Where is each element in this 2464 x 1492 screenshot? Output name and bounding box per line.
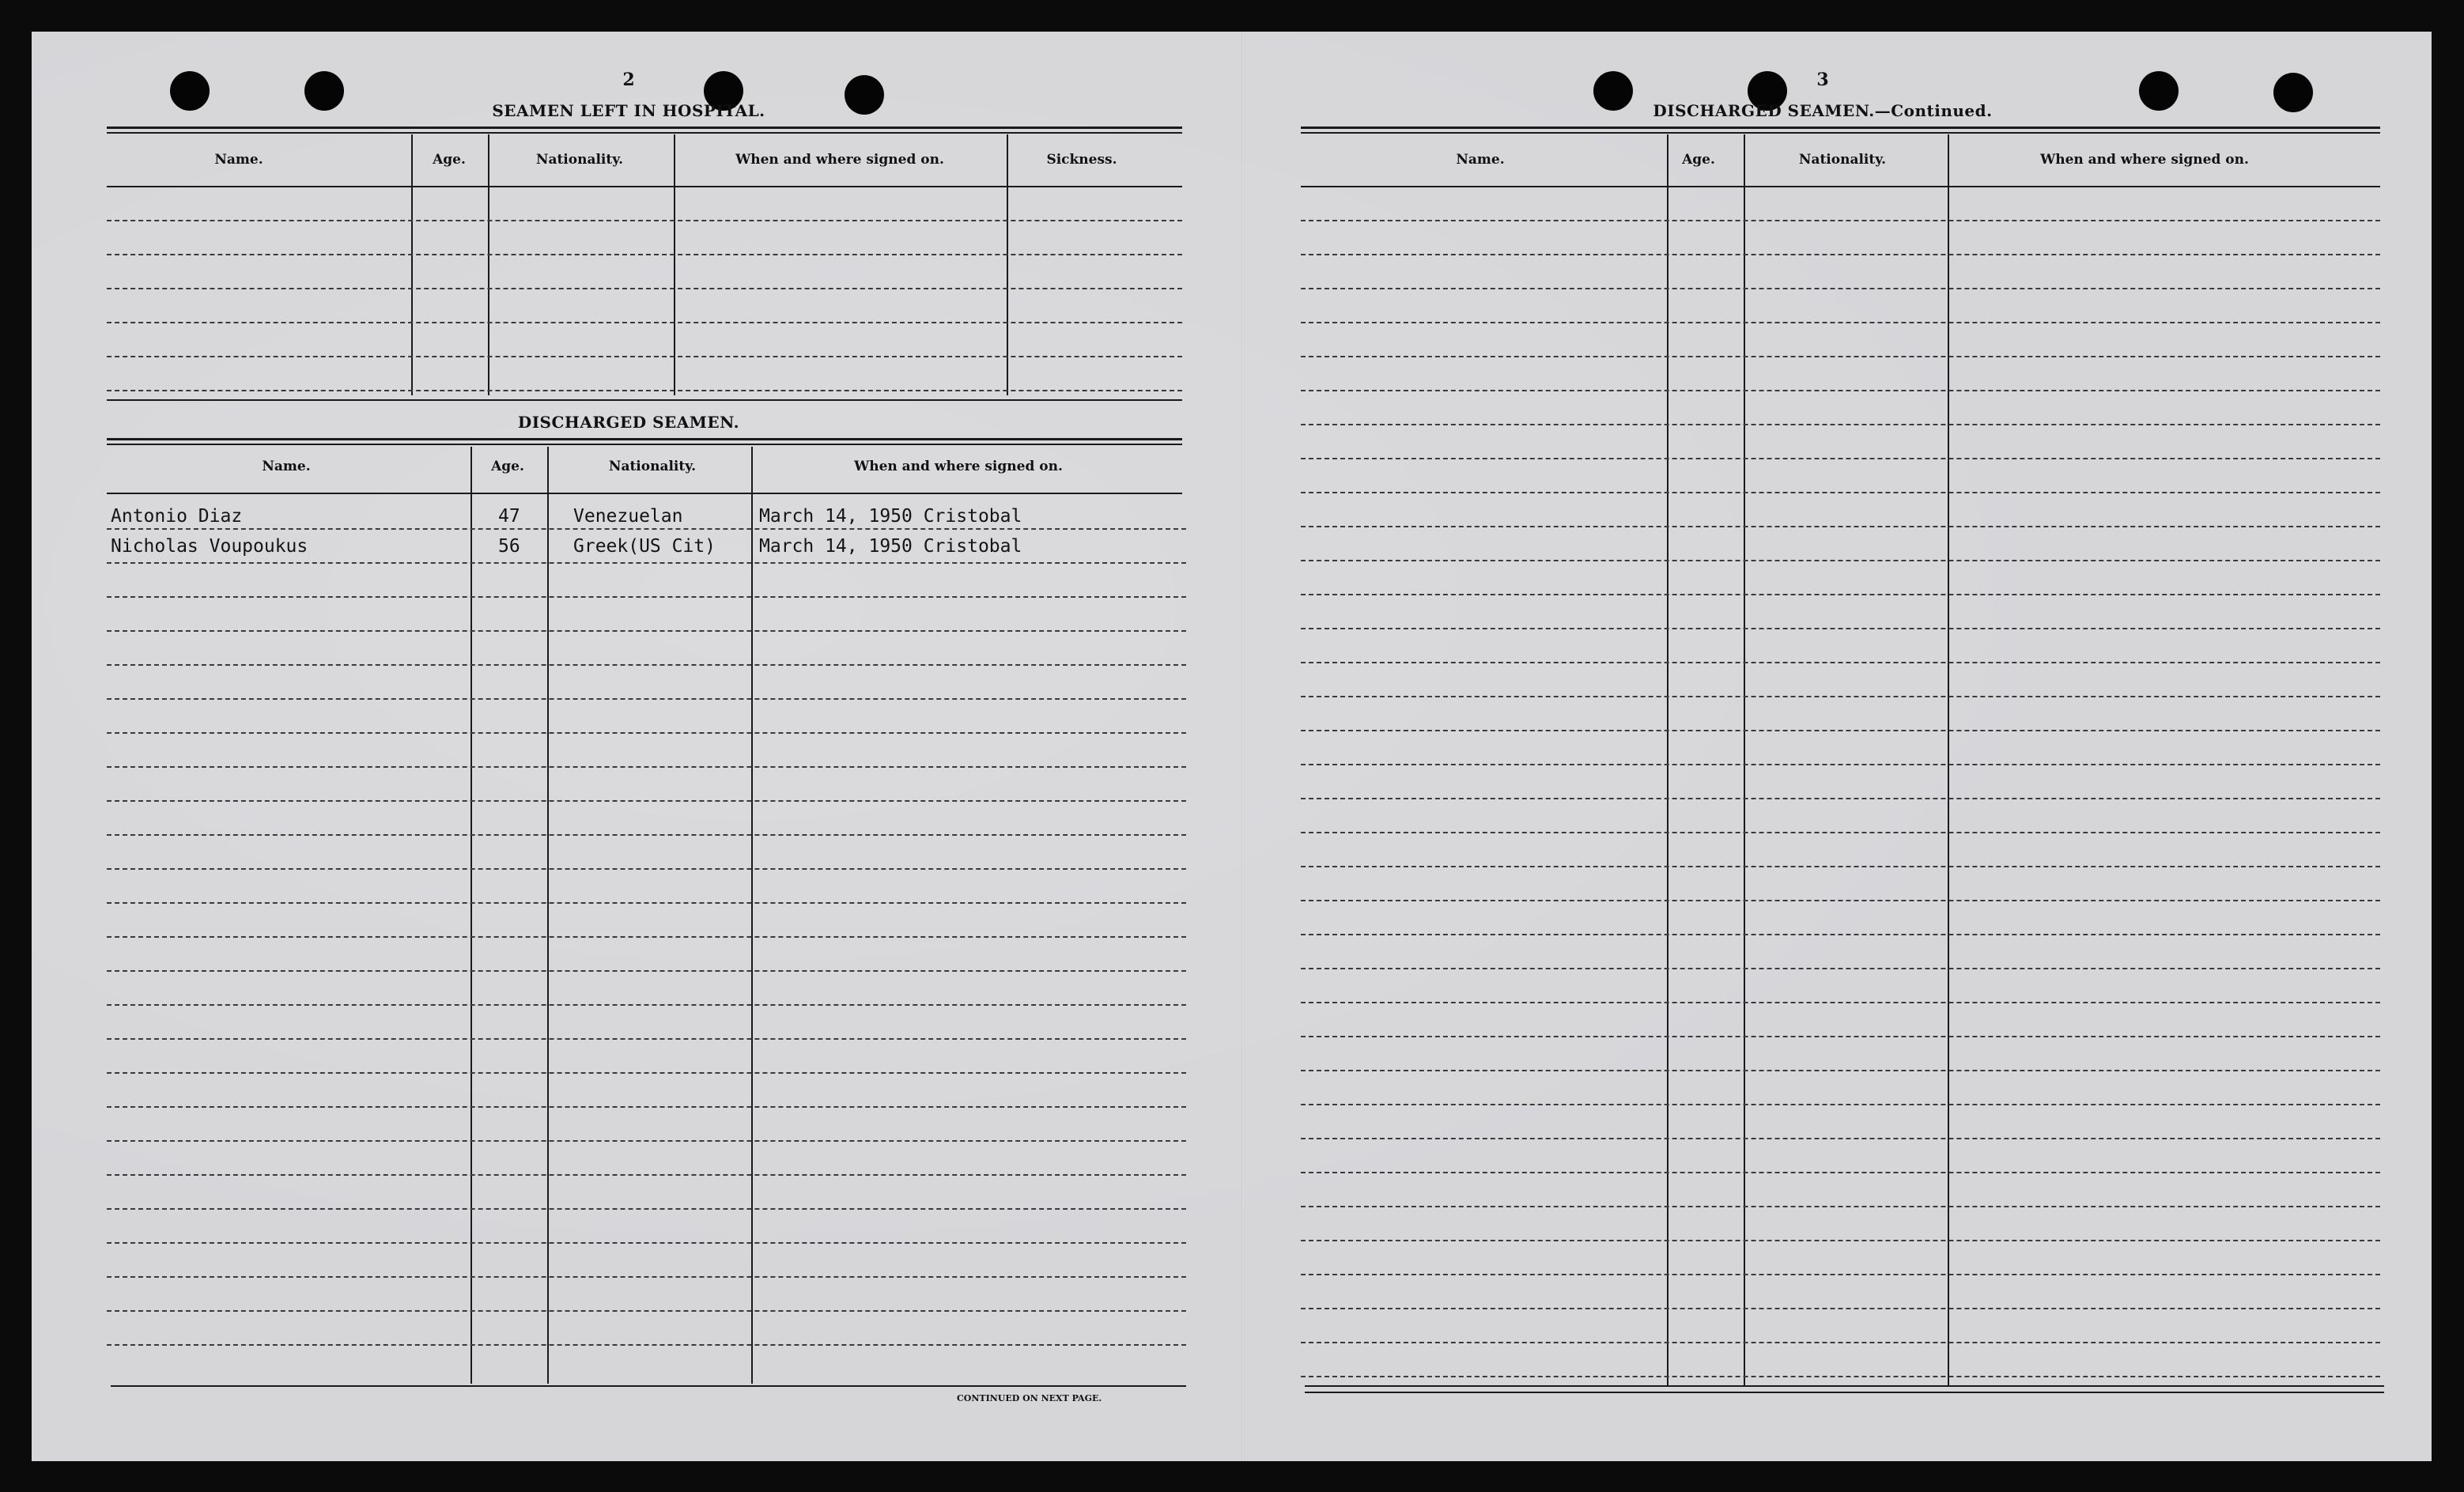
ruled-line xyxy=(1301,1002,2380,1003)
ruled-line xyxy=(107,322,1182,323)
page-number-left: 2 xyxy=(622,70,635,90)
header-bottom-rule xyxy=(1301,186,2380,187)
ruled-line xyxy=(107,562,1186,564)
ruled-line xyxy=(1301,662,2380,663)
ruled-line xyxy=(107,732,1186,734)
ruled-line xyxy=(1301,560,2380,561)
col-header-sickness: Sickness. xyxy=(1046,152,1117,168)
col-header-age: Age. xyxy=(1682,152,1715,168)
table-bottom-rule xyxy=(1305,1392,2384,1393)
ruled-line xyxy=(107,220,1182,221)
col-header-nationality: Nationality. xyxy=(1798,152,1887,168)
table-bottom-rule xyxy=(1305,1385,2384,1387)
ruled-line xyxy=(1301,900,2380,901)
ruled-line xyxy=(1301,254,2380,255)
ruled-line xyxy=(107,970,1186,972)
ruled-line xyxy=(107,902,1186,904)
discharged-continued-title: DISCHARGED SEAMEN.—Continued. xyxy=(1653,101,1993,120)
ruled-line xyxy=(1301,764,2380,765)
ruled-line xyxy=(1301,390,2380,391)
ruled-line xyxy=(107,698,1186,700)
col-header-signed-on: When and where signed on. xyxy=(2040,152,2249,168)
ruled-line xyxy=(1301,526,2380,527)
ruled-line xyxy=(107,254,1182,255)
col-header-nationality: Nationality. xyxy=(535,152,624,168)
col-header-name: Name. xyxy=(1456,152,1505,168)
table-bottom-rule xyxy=(107,399,1182,401)
punch-hole xyxy=(170,71,210,111)
ruled-line xyxy=(1301,1172,2380,1173)
ruled-line xyxy=(1301,1206,2380,1207)
col-header-nationality: Nationality. xyxy=(608,459,697,474)
punch-hole xyxy=(1593,71,1633,111)
punch-hole xyxy=(304,71,344,111)
ruled-line xyxy=(1301,458,2380,459)
row-name: Antonio Diaz xyxy=(111,506,243,527)
ruled-line xyxy=(1301,1376,2380,1377)
continued-footer: CONTINUED ON NEXT PAGE. xyxy=(957,1393,1102,1403)
ruled-line xyxy=(1301,730,2380,731)
table-top-rule xyxy=(107,444,1182,445)
ruled-line xyxy=(107,800,1186,802)
ruled-line xyxy=(107,834,1186,836)
row-nationality: Venezuelan xyxy=(573,506,683,527)
table-top-rule xyxy=(107,438,1182,440)
document-sheet xyxy=(32,32,2432,1461)
row-age: 56 xyxy=(498,536,520,557)
ruled-line xyxy=(107,1344,1186,1346)
ruled-line xyxy=(1301,934,2380,935)
ruled-line xyxy=(107,390,1182,391)
ruled-line xyxy=(107,936,1186,938)
col-header-name: Name. xyxy=(262,459,311,474)
table-top-rule xyxy=(107,127,1182,129)
ruled-line xyxy=(1301,1070,2380,1071)
ruled-line xyxy=(107,1310,1186,1312)
ruled-line xyxy=(1301,1104,2380,1105)
ruled-line xyxy=(1301,1036,2380,1037)
page-number-right: 3 xyxy=(1816,70,1829,90)
row-name: Nicholas Voupoukus xyxy=(111,536,308,557)
ruled-line xyxy=(107,630,1186,632)
ruled-line xyxy=(107,1072,1186,1074)
table-top-rule xyxy=(1301,132,2380,134)
col-header-signed-on: When and where signed on. xyxy=(854,459,1063,474)
ruled-line xyxy=(1301,492,2380,493)
ruled-line xyxy=(1301,322,2380,323)
ruled-line xyxy=(1301,288,2380,289)
ruled-line xyxy=(107,1242,1186,1244)
row-age: 47 xyxy=(498,506,520,527)
header-bottom-rule xyxy=(107,186,1182,187)
ruled-line xyxy=(1301,832,2380,833)
page-fold xyxy=(1241,32,1245,1461)
ruled-line xyxy=(1301,220,2380,221)
header-bottom-rule xyxy=(107,493,1182,494)
punch-hole xyxy=(845,75,884,115)
hospital-section-title: SEAMEN LEFT IN HOSPITAL. xyxy=(492,101,765,120)
ruled-line xyxy=(1301,594,2380,595)
ruled-line xyxy=(107,1174,1186,1176)
ruled-line xyxy=(107,528,1186,530)
discharged-section-title: DISCHARGED SEAMEN. xyxy=(517,413,740,432)
ruled-line xyxy=(1301,968,2380,969)
ruled-line xyxy=(107,596,1186,598)
ruled-line xyxy=(1301,1240,2380,1241)
ruled-line xyxy=(107,1276,1186,1278)
ruled-line xyxy=(1301,356,2380,357)
ruled-line xyxy=(1301,866,2380,867)
table-bottom-rule xyxy=(111,1385,1186,1387)
ruled-line xyxy=(107,1004,1186,1006)
col-header-name: Name. xyxy=(214,152,263,168)
ruled-line xyxy=(107,766,1186,768)
row-nationality: Greek(US Cit) xyxy=(573,536,716,557)
col-header-age: Age. xyxy=(433,152,466,168)
ruled-line xyxy=(1301,1138,2380,1139)
ruled-line xyxy=(1301,1342,2380,1343)
ruled-line xyxy=(1301,696,2380,697)
ruled-line xyxy=(1301,628,2380,629)
row-signed-on: March 14, 1950 Cristobal xyxy=(759,536,1022,557)
punch-hole xyxy=(2139,71,2179,111)
ruled-line xyxy=(107,356,1182,357)
ruled-line xyxy=(107,664,1186,666)
ruled-line xyxy=(1301,1274,2380,1275)
punch-hole xyxy=(2273,73,2313,112)
ruled-line xyxy=(107,1106,1186,1108)
col-header-signed-on: When and where signed on. xyxy=(735,152,944,168)
ruled-line xyxy=(1301,798,2380,799)
ruled-line xyxy=(107,1208,1186,1210)
ruled-line xyxy=(107,1038,1186,1040)
ruled-line xyxy=(1301,1308,2380,1309)
table-top-rule xyxy=(1301,127,2380,129)
row-signed-on: March 14, 1950 Cristobal xyxy=(759,506,1022,527)
col-header-age: Age. xyxy=(491,459,524,474)
ruled-line xyxy=(107,1140,1186,1142)
table-top-rule xyxy=(107,132,1182,134)
ruled-line xyxy=(1301,424,2380,425)
ruled-line xyxy=(107,868,1186,870)
ruled-line xyxy=(107,288,1182,289)
